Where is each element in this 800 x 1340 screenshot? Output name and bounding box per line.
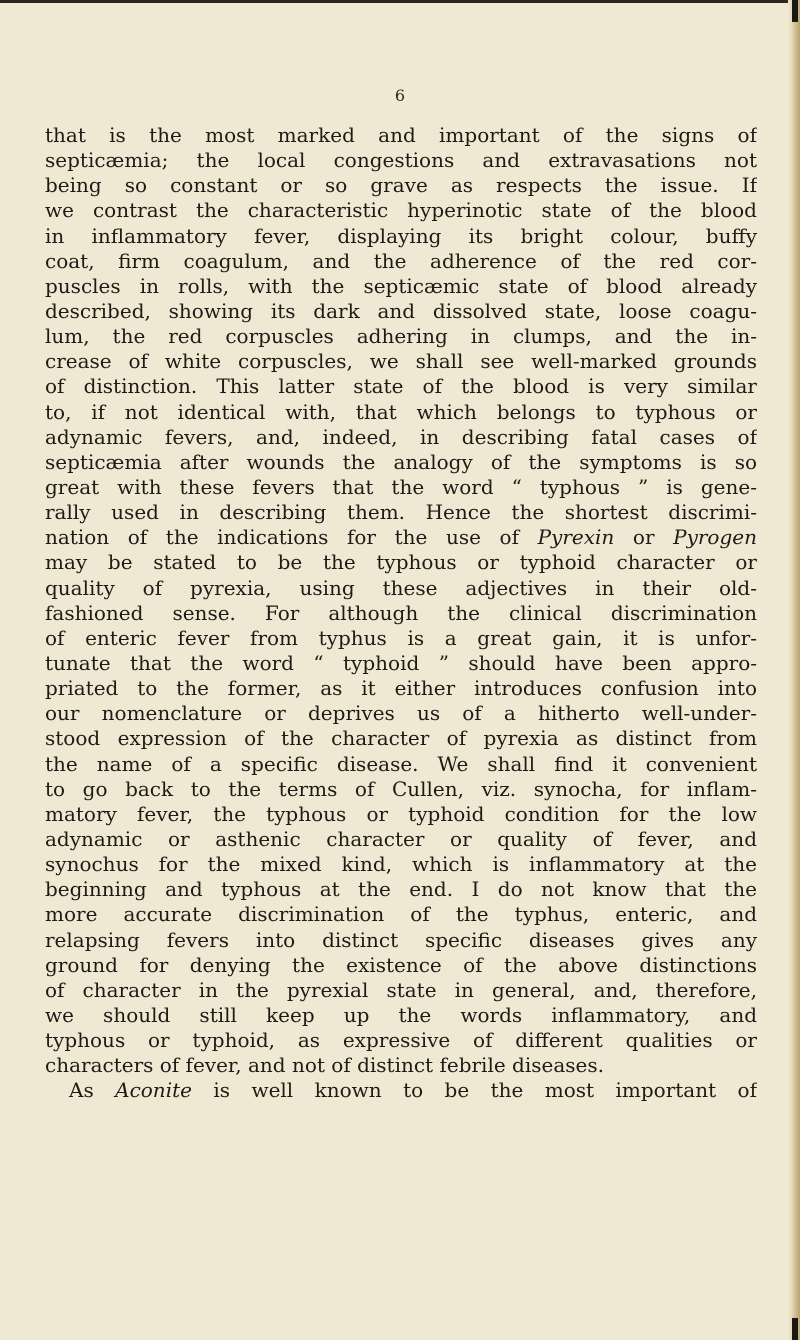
text-line: ground for denying the existence of the above distinctions bbox=[45, 952, 757, 977]
text-run: nation of the indications for the use of bbox=[45, 525, 538, 550]
top-rule bbox=[0, 0, 800, 3]
text-line: that is the most marked and important of the signs of bbox=[45, 123, 757, 147]
text-line: matory fever, the typhous or typhoid condition for the low bbox=[45, 801, 757, 826]
text-line: we contrast the characteristic hyperinotic state of the blood bbox=[45, 198, 757, 223]
text-line: adynamic fevers, and, indeed, in describing fatal cases of bbox=[45, 424, 757, 449]
text-line: septicæmia; the local congestions and extravasations not bbox=[45, 148, 757, 173]
text-line: synochus for the mixed kind, which is inflammatory at the bbox=[45, 852, 757, 877]
text-line: in inflammatory fever, displaying its bright colour, buffy bbox=[45, 223, 757, 248]
text-line: great with these fevers that the word “ typhous ” is gene- bbox=[45, 474, 757, 499]
text-line: to go back to the terms of Cullen, viz. synocha, for inflam- bbox=[45, 776, 757, 801]
text-run: or bbox=[614, 525, 674, 550]
text-line: we should still keep up the words inflammatory, and bbox=[45, 1002, 757, 1027]
text-run: As bbox=[69, 1078, 116, 1103]
text-run: is well known to be the most important of bbox=[191, 1078, 757, 1103]
text-line: to, if not identical with, that which belongs to typhous or bbox=[45, 399, 757, 424]
text-line: puscles in rolls, with the septicæmic state of blood already bbox=[45, 273, 757, 298]
text-line: priated to the former, as it either introduces confusion into bbox=[45, 676, 757, 701]
page-edge-mark-top bbox=[792, 0, 798, 22]
page-edge-mark-bottom bbox=[792, 1318, 798, 1340]
text-line: relapsing fevers into distinct specific diseases gives any bbox=[45, 927, 757, 952]
text-line: quality of pyrexia, using these adjectives in their old- bbox=[45, 575, 757, 600]
text-line: adynamic or asthenic character or quality of fever, and bbox=[45, 826, 757, 851]
text-line bbox=[45, 525, 757, 550]
text-line: crease of white corpuscles, we shall see well-marked grounds bbox=[45, 349, 757, 374]
text-line: being so constant or so grave as respects the issue. If bbox=[45, 173, 757, 198]
text-line: may be stated to be the typhous or typhoid character or bbox=[45, 550, 757, 575]
text-line: our nomenclature or deprives us of a hitherto well-under- bbox=[45, 701, 757, 726]
text-line: lum, the red corpuscles adhering in clumps, and the in- bbox=[45, 324, 757, 349]
text-line bbox=[45, 1078, 757, 1103]
page-number: 6 bbox=[394, 86, 406, 105]
text-line: more accurate discrimination of the typhus, enteric, and bbox=[45, 902, 757, 927]
text-line: of distinction. This latter state of the blood is very similar bbox=[45, 374, 757, 399]
body-text bbox=[45, 123, 757, 1103]
text-line: of character in the pyrexial state in general, and, therefore, bbox=[45, 977, 757, 1002]
italic-term-pyrexin: Pyrexin bbox=[537, 525, 615, 550]
text-line: beginning and typhous at the end. I do not know that the bbox=[45, 877, 757, 902]
italic-term-aconite: Aconite bbox=[115, 1078, 192, 1103]
text-line: fashioned sense. For although the clinical discrimination bbox=[45, 600, 757, 625]
text-line: described, showing its dark and dissolved state, loose coagu- bbox=[45, 298, 757, 323]
paragraph-end-line: characters of fever, and not of distinct febrile diseases. bbox=[45, 1053, 604, 1078]
text-line: stood expression of the character of pyrexia as distinct from bbox=[45, 726, 757, 751]
text-line: the name of a specific disease. We shall find it convenient bbox=[45, 751, 757, 776]
text-line: septicæmia after wounds the analogy of the symptoms is so bbox=[45, 449, 757, 474]
text-line: coat, firm coagulum, and the adherence of the red cor- bbox=[45, 248, 757, 273]
italic-term-pyrogen: Pyrogen bbox=[673, 525, 757, 550]
text-line: rally used in describing them. Hence the shortest discrimi- bbox=[45, 500, 757, 525]
text-line: of enteric fever from typhus is a great gain, it is unfor- bbox=[45, 625, 757, 650]
text-line: typhous or typhoid, as expressive of different qualities or bbox=[45, 1028, 757, 1053]
page-edge bbox=[788, 0, 800, 1340]
text-line: tunate that the word “ typhoid ” should have been appro- bbox=[45, 650, 757, 675]
